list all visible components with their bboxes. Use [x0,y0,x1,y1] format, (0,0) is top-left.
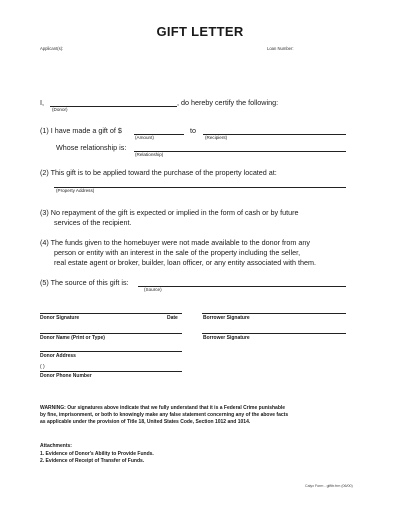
amount-caption: (Amount) [135,135,154,140]
borrower-signature-1-label: Borrower Signature [203,315,250,321]
item-5-text: (5) The source of this gift is: [40,278,129,287]
donor-phone-line[interactable] [40,371,182,372]
item-3-line-2: services of the recipient. [54,218,132,227]
relationship-caption: (Relationship) [135,152,164,157]
loan-number-label: Loan Number: [267,46,294,51]
property-address-caption: (Property Address) [56,188,95,193]
donor-name-line[interactable] [50,106,177,107]
relationship-line[interactable] [134,151,346,152]
applicants-label: Applicant(s): [40,46,64,51]
item-4-line-2: person or entity with an interest in the sale of the property including the seller, [54,248,301,257]
recipient-caption: (Recipient) [205,135,228,140]
intro-suffix: , do hereby certify the following: [177,98,279,107]
source-line[interactable] [138,286,346,287]
property-address-line[interactable] [54,187,346,188]
donor-address-label: Donor Address [40,353,76,359]
item-4-line-1: (4) The funds given to the homebuyer were not made available to the donor from any [40,238,310,247]
phone-area-code: ( ) [40,364,45,370]
attachment-item-2: 2. Evidence of Receipt of Transfer of Funds. [40,458,145,464]
donor-address-line[interactable] [40,351,182,352]
item-4-line-3: real estate agent or broker, builder, loan officer, or any entity associated with them. [54,258,316,267]
document-title: GIFT LETTER [156,24,244,39]
source-caption: (Source) [144,287,162,292]
item-2-text: (2) This gift is to be applied toward the purchase of the property located at: [40,168,277,177]
item-1-text: (1) I have made a gift of $ [40,126,122,135]
borrower-signature-2-line[interactable] [202,333,346,334]
relationship-label: Whose relationship is: [56,143,127,152]
borrower-signature-2-label: Borrower Signature [203,335,250,341]
donor-signature-line[interactable] [40,313,182,314]
item-1-to: to [190,126,196,135]
item-3-line-1: (3) No repayment of the gift is expected or implied in the form of cash or by future [40,208,299,217]
donor-signature-label: Donor Signature [40,315,80,321]
donor-name-print-line[interactable] [40,333,182,334]
borrower-signature-1-line[interactable] [202,313,346,314]
warning-line-3: as applicable under the provision of Title 18, United States Code, Section 1012 and 1014. [40,419,251,425]
donor-name-print-label: Donor Name (Print or Type) [40,335,105,341]
warning-line-1: WARNING: Our signatures above indicate that we fully understand that it is a Federal Crime punishable [40,405,286,411]
donor-phone-label: Donor Phone Number [40,373,92,379]
donor-caption: (Donor) [52,107,68,112]
intro-prefix: I, [40,98,44,107]
form-footer: Calyx Form - giftltr.frm (06/00) [305,484,353,488]
warning-line-2: by fine, imprisonment, or both to knowingly make any false statement concerning any of the above facts [40,412,289,418]
attachments-heading: Attachments: [40,443,72,449]
attachment-item-1: 1. Evidence of Donor's Ability to Provide Funds. [40,451,154,457]
date-label: Date [167,315,178,321]
